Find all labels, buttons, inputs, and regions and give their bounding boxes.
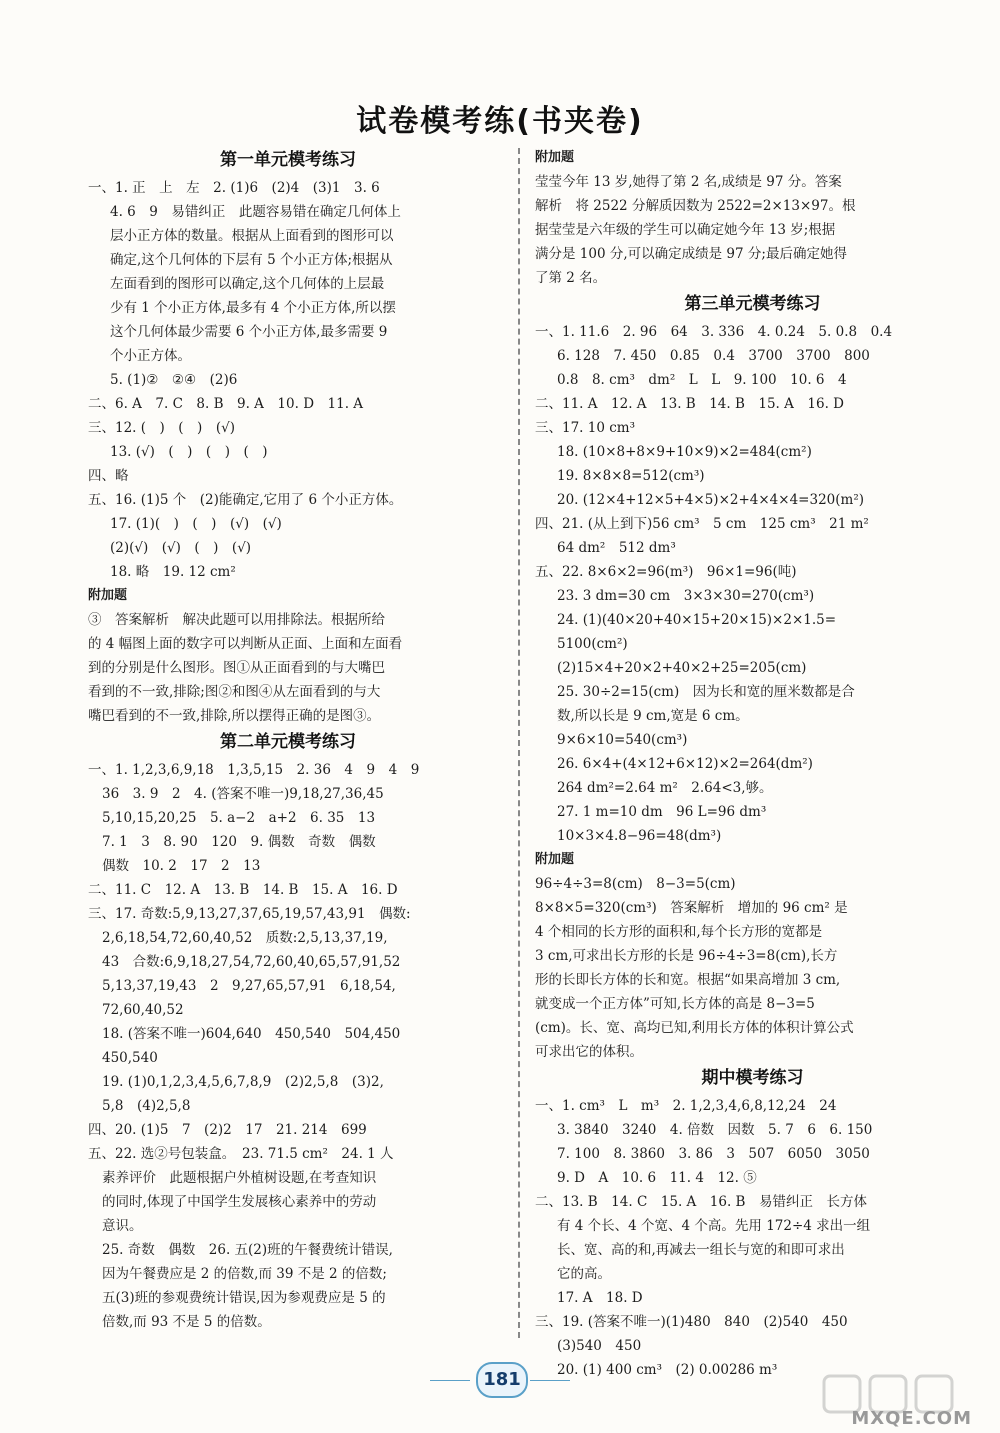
answer-line: 确定,这个几何体的下层有 5 个小正方体;根据从 [110, 252, 393, 268]
unit1-bonus-answers [88, 608, 488, 728]
answer-line: 到的分别是什么图形。图①从正面看到的与大嘴巴 [88, 660, 385, 676]
answer-line: 四、略 [88, 468, 129, 484]
answer-line: 64 dm² 512 dm³ [557, 540, 676, 556]
answer-line: 23. 3 dm=30 cm 3×3×30=270(cm³) [557, 588, 815, 604]
answer-line: 5. (1)② ②④ (2)6 [110, 372, 238, 388]
answer-line: 0.8 8. cm³ dm² L L 9. 100 10. 6 4 [557, 372, 847, 388]
answer-line: 17. (1)( ) ( ) (√) (√) [110, 516, 282, 532]
column-divider [518, 148, 520, 1338]
answer-line: 20. (1) 400 cm³ (2) 0.00286 m³ [557, 1362, 778, 1378]
unit3-answers [535, 320, 970, 848]
answer-line: 13. (√) ( ) ( ) ( ) [110, 444, 268, 460]
answer-line: 一、1. 1,2,3,6,9,18 1,3,5,15 2. 36 4 9 4 9 [88, 762, 420, 778]
answer-line: 二、11. C 12. A 13. B 14. B 15. A 16. D [88, 882, 398, 898]
unit1-answers [88, 176, 488, 584]
answer-line: 的同时,体现了中国学生发展核心素养中的劳动 [102, 1194, 377, 1210]
answer-line: 18. (答案不唯一)604,640 450,540 504,450 [102, 1026, 401, 1042]
answer-line: 长、宽、高的和,再减去一组长与宽的和即可求出 [557, 1242, 845, 1258]
answer-line: 3 cm,可求出长方形的长是 96÷4÷3=8(cm),长方 [535, 948, 838, 964]
unit3-bonus-answers [535, 872, 970, 1064]
bonus-heading: 附加题 [88, 588, 128, 603]
answer-line: 素养评价 此题根据户外植树设题,在考查知识 [102, 1170, 377, 1186]
answer-line: 五、22. 选②号包装盒。 23. 71.5 cm² 24. 1 人 [88, 1146, 394, 1162]
answer-line: 19. (1)0,1,2,3,4,5,6,7,8,9 (2)2,5,8 (3)2, [102, 1074, 384, 1090]
page-number-rule [430, 1380, 470, 1381]
answer-line: 一、1. 正 上 左 2. (1)6 (2)4 (3)1 3. 6 [88, 180, 380, 196]
answer-line: 形的长即长方体的长和宽。根据“如果高增加 3 cm, [535, 972, 841, 988]
answer-line: 25. 30÷2=15(cm) 因为长和宽的厘米数都是合 [557, 684, 855, 700]
answer-line: 24. (1)(40×20+40×15+20×15)×2×1.5= [557, 612, 837, 628]
answer-line: 层小正方体的数量。根据从上面看到的图形可以 [110, 228, 394, 244]
watermark-text: MXQE.COM [851, 1408, 972, 1429]
answer-line: 5,8 (4)2,5,8 [102, 1098, 191, 1114]
unit2-bonus-answers [535, 170, 970, 290]
answer-line: 4 个相同的长方形的面积和,每个长方形的宽都是 [535, 924, 823, 940]
answer-line: 36 3. 9 2 4. (答案不唯一)9,18,27,36,45 [102, 786, 384, 802]
answer-line: 20. (12×4+12×5+4×5)×2+4×4×4=320(m²) [557, 492, 864, 508]
answer-line: 5,13,37,19,43 2 9,27,65,57,91 6,18,54, [102, 978, 396, 994]
answer-line: 450,540 [102, 1050, 158, 1066]
answer-line: 看到的不一致,排除;图②和图④从左面看到的与大 [88, 684, 381, 700]
midterm-answers [535, 1094, 970, 1382]
bonus-heading: 附加题 [535, 150, 575, 165]
answer-line: 6. 128 7. 450 0.85 0.4 3700 3700 800 [557, 348, 870, 364]
page-title: 试卷模考练(书夹卷) [356, 104, 644, 139]
section-title-midterm: 期中模考练习 [701, 1068, 804, 1088]
answer-line: 264 dm²=2.64 m² 2.64<3,够。 [557, 780, 773, 796]
bonus-heading: 附加题 [535, 852, 575, 867]
section-title-unit1: 第一单元模考练习 [220, 150, 356, 170]
answer-line: 17. A 18. D [557, 1290, 643, 1306]
answer-line: 3. 3840 3240 4. 倍数 因数 5. 7 6 6. 150 [557, 1122, 873, 1138]
page-number-badge [430, 1358, 570, 1398]
answer-line: 的 4 幅图上面的数字可以判断从正面、上面和左面看 [88, 636, 403, 652]
answer-line: 二、13. B 14. C 15. A 16. B 易错纠正 长方体 [535, 1194, 867, 1210]
answer-line: 5100(cm²) [557, 636, 628, 652]
answer-line: 18. 略 19. 12 cm² [110, 564, 236, 580]
answer-line: 五、16. (1)5 个 (2)能确定,它用了 6 个小正方体。 [88, 492, 403, 508]
answer-line: 8×8×5=320(cm³) 答案解析 增加的 96 cm² 是 [535, 900, 848, 916]
answer-line: 三、17. 奇数:5,9,13,27,37,65,19,57,43,91 偶数: [88, 906, 411, 922]
answer-line: 个小正方体。 [110, 348, 191, 364]
answer-line: 10×3×4.8−96=48(dm³) [557, 828, 722, 844]
answer-line: 五(3)班的参观费统计错误,因为参观费应是 5 的 [102, 1290, 386, 1306]
answer-line: 数,所以长是 9 cm,宽是 6 cm。 [557, 708, 749, 724]
answer-line: 少有 1 个小正方体,最多有 4 个小正方体,所以摆 [110, 300, 396, 316]
answer-line: 三、19. (答案不唯一)(1)480 840 (2)540 450 [535, 1314, 848, 1330]
answer-line: 96÷4÷3=8(cm) 8−3=5(cm) [535, 876, 736, 892]
answer-line: 一、1. 11.6 2. 96 64 3. 336 4. 0.24 5. 0.8 0.4 [535, 324, 893, 340]
answer-line: 72,60,40,52 [102, 1002, 184, 1018]
answer-line: 18. (10×8+8×9+10×9)×2=484(cm²) [557, 444, 812, 460]
answer-line: 了第 2 名。 [535, 270, 607, 286]
answer-line: 4. 6 9 易错纠正 此题容易错在确定几何体上 [110, 204, 401, 220]
answer-line: 因为午餐费应是 2 的倍数,而 39 不是 2 的倍数; [102, 1266, 387, 1282]
section-title-unit2: 第二单元模考练习 [220, 732, 356, 752]
answer-line: 四、21. (从上到下)56 cm³ 5 cm 125 cm³ 21 m² [535, 516, 869, 532]
answer-line: 7. 100 8. 3860 3. 86 3 507 6050 3050 [557, 1146, 870, 1162]
answer-line: 倍数,而 93 不是 5 的倍数。 [102, 1314, 271, 1330]
unit2-answers [88, 758, 488, 1334]
answer-line: ③ 答案解析 解决此题可以用排除法。根据所给 [88, 612, 385, 628]
answer-line: 5,10,15,20,25 5. a−2 a+2 6. 35 13 [102, 810, 376, 826]
answer-line: (3)540 450 [557, 1338, 642, 1354]
answer-line: 二、11. A 12. A 13. B 14. B 15. A 16. D [535, 396, 844, 412]
answer-line: 7. 1 3 8. 90 120 9. 偶数 奇数 偶数 [102, 834, 376, 850]
section-title-unit3: 第三单元模考练习 [684, 294, 821, 314]
answer-line: 偶数 10. 2 17 2 13 [102, 858, 261, 874]
page-number: 181 [476, 1362, 528, 1398]
answer-line: 这个几何体最少需要 6 个小正方体,最多需要 9 [110, 324, 388, 340]
answer-line: 就变成一个正方体”可知,长方体的高是 8−3=5 [535, 996, 815, 1012]
answer-line: 一、1. cm³ L m³ 2. 1,2,3,4,6,8,12,24 24 [535, 1098, 837, 1114]
answer-line: (2)(√) (√) ( ) (√) [110, 540, 252, 556]
answer-line: 满分是 100 分,可以确定成绩是 97 分;最后确定她得 [535, 246, 847, 262]
left-column [88, 146, 488, 1334]
page-number-rule [530, 1380, 570, 1381]
answer-line: 据莹莹是六年级的学生可以确定她今年 13 岁;根据 [535, 222, 836, 238]
answer-line: 四、20. (1)5 7 (2)2 17 21. 214 699 [88, 1122, 367, 1138]
answer-line: 嘴巴看到的不一致,排除,所以摆得正确的是图③。 [88, 708, 381, 724]
answer-line: (2)15×4+20×2+40×2+25=205(cm) [557, 660, 807, 676]
answer-line: 9×6×10=540(cm³) [557, 732, 688, 748]
answer-line: 9. D A 10. 6 11. 4 12. ⑤ [557, 1170, 757, 1186]
answer-line: 意识。 [102, 1218, 143, 1234]
answer-line: 二、6. A 7. C 8. B 9. A 10. D 11. A [88, 396, 364, 412]
answer-line: 43 合数:6,9,18,27,54,72,60,40,65,57,91,52 [102, 954, 401, 970]
answer-line: 解析 将 2522 分解质因数为 2522=2×13×97。根 [535, 198, 856, 214]
right-column [535, 146, 970, 1382]
answer-line: (cm)。长、宽、高均已知,利用长方体的体积计算公式 [535, 1020, 854, 1036]
answer-line: 左面看到的图形可以确定,这个几何体的上层最 [110, 276, 385, 292]
answer-line: 三、17. 10 cm³ [535, 420, 636, 436]
answer-line: 27. 1 m=10 dm 96 L=96 dm³ [557, 804, 767, 820]
answer-line: 可求出它的体积。 [535, 1044, 643, 1060]
answer-line: 25. 奇数 偶数 26. 五(2)班的午餐费统计错误, [102, 1242, 393, 1258]
answer-line: 三、12. ( ) ( ) (√) [88, 420, 235, 436]
answer-line: 莹莹今年 13 岁,她得了第 2 名,成绩是 97 分。答案 [535, 174, 842, 190]
answer-line: 五、22. 8×6×2=96(m³) 96×1=96(吨) [535, 564, 797, 580]
answer-line: 26. 6×4+(4×12+6×12)×2=264(dm²) [557, 756, 813, 772]
answer-line: 2,6,18,54,72,60,40,52 质数:2,5,13,37,19, [102, 930, 388, 946]
answer-line: 它的高。 [557, 1266, 611, 1282]
answer-line: 有 4 个长、4 个宽、4 个高。先用 172÷4 求出一组 [557, 1218, 871, 1234]
answer-line: 19. 8×8×8=512(cm³) [557, 468, 705, 484]
